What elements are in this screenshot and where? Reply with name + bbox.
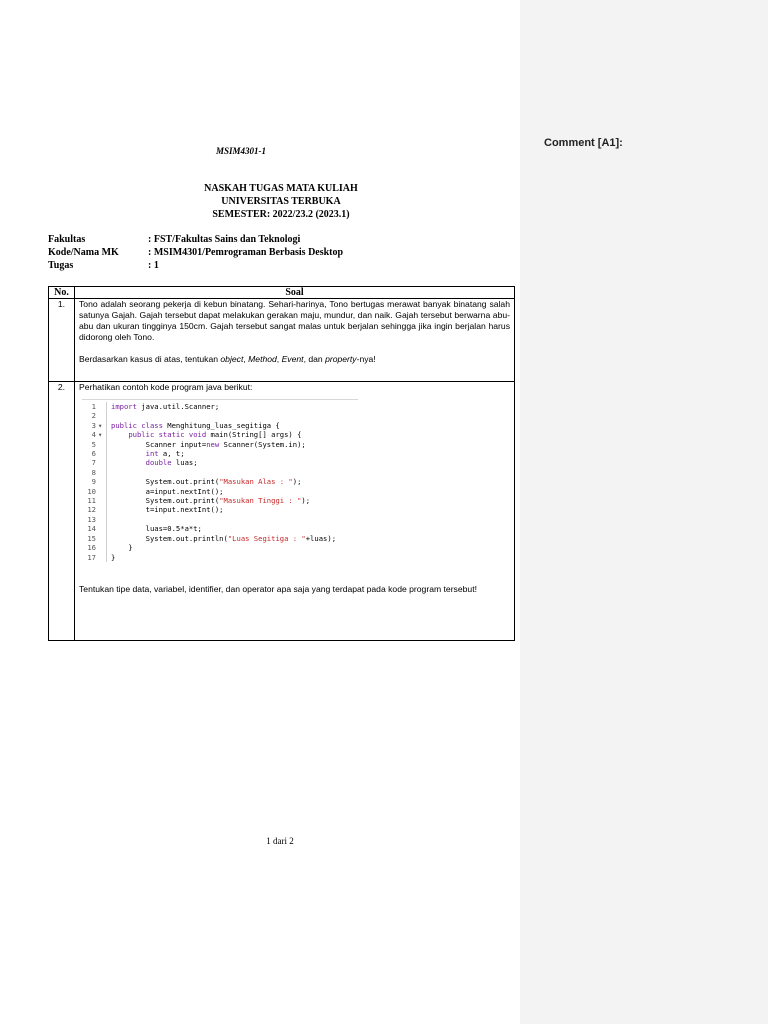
question-instruction <box>79 354 510 365</box>
line-number: 5 <box>91 439 96 449</box>
gutter-divider <box>106 496 108 505</box>
code-token: Scanner input= <box>111 439 207 449</box>
fold-arrow-icon <box>98 487 106 496</box>
code-token: java.util.Scanner; <box>136 402 220 411</box>
line-number: 8 <box>91 467 96 477</box>
comment-label: Comment [A1]: <box>544 137 623 149</box>
fold-arrow-icon <box>98 411 106 420</box>
gutter-divider <box>106 487 108 496</box>
code-text <box>111 553 115 562</box>
fold-arrow-icon <box>98 468 106 477</box>
code-token <box>111 449 146 458</box>
line-number: 15 <box>87 533 96 543</box>
gutter-divider <box>106 421 108 430</box>
code-line <box>82 402 358 411</box>
gutter-divider <box>106 553 108 562</box>
question-text <box>75 299 515 382</box>
code-line <box>82 411 358 420</box>
document-code: MSIM4301-1 <box>215 146 266 156</box>
code-line <box>82 449 358 458</box>
column-header-soal: Soal <box>75 287 515 299</box>
question-intro: Perhatikan contoh kode program java berikut: <box>79 382 253 392</box>
code-line <box>82 534 358 543</box>
fold-arrow-icon <box>98 553 106 562</box>
code-token: luas; <box>171 458 198 468</box>
gutter-divider <box>106 543 108 552</box>
code-token: main(String[] args) { <box>206 430 302 440</box>
gutter-divider <box>106 402 108 411</box>
code-text <box>111 468 115 477</box>
code-token: a=input.nextInt(); <box>111 486 224 496</box>
gutter-divider <box>106 515 108 524</box>
heading-line-1: NASKAH TUGAS MATA KULIAH <box>204 183 358 194</box>
code-text <box>111 411 115 420</box>
fold-arrow-icon <box>98 402 106 411</box>
fold-arrow-icon <box>98 458 106 467</box>
meta-label: Tugas <box>48 260 74 271</box>
code-token: } <box>111 543 133 553</box>
code-token: ); <box>301 496 311 506</box>
code-snippet <box>82 399 358 562</box>
code-text <box>111 543 133 552</box>
meta-row-fakultas <box>48 234 514 247</box>
fold-arrow-icon <box>98 534 106 543</box>
gutter-divider <box>106 458 108 467</box>
code-line <box>82 421 358 430</box>
table-row <box>49 382 515 641</box>
code-line <box>82 524 358 533</box>
code-token: System.out.print( <box>111 496 220 506</box>
text-run-italic: Event <box>281 354 304 364</box>
meta-value: : 1 <box>148 260 159 271</box>
text-run: , dan <box>303 354 326 364</box>
line-number: 4 <box>91 430 96 440</box>
code-line <box>82 440 358 449</box>
code-line <box>82 430 358 439</box>
question-number: 1. <box>49 299 75 382</box>
table-header-row <box>49 287 515 299</box>
fold-arrow-icon <box>98 477 106 486</box>
code-string: "Masukan Tinggi : " <box>219 496 302 506</box>
fold-arrow-icon: ▾ <box>98 420 103 430</box>
code-text <box>111 515 115 524</box>
code-text <box>111 505 224 514</box>
code-text <box>111 430 301 439</box>
text-run: Berdasarkan kasus di atas, tentukan <box>79 354 221 364</box>
fold-arrow-icon <box>98 543 106 552</box>
code-token: luas=0.5*a*t; <box>111 524 202 534</box>
line-number: 2 <box>91 411 96 421</box>
code-text <box>111 421 280 430</box>
page-number: 1 dari 2 <box>266 836 294 846</box>
code-token: +luas); <box>305 533 337 543</box>
code-text <box>111 402 219 411</box>
fold-arrow-icon <box>98 440 106 449</box>
text-run-italic: property <box>325 354 357 364</box>
code-keyword: public class <box>111 420 163 430</box>
gutter-divider <box>106 477 108 486</box>
fold-arrow-icon: ▾ <box>98 430 103 440</box>
code-line <box>82 496 358 505</box>
code-text <box>111 440 306 449</box>
code-token: Scanner(System.in); <box>219 439 306 449</box>
code-text <box>111 524 202 533</box>
line-number: 7 <box>91 458 96 468</box>
gutter-divider <box>106 534 108 543</box>
code-text <box>111 458 198 467</box>
code-token: } <box>111 552 116 562</box>
code-line <box>82 477 358 486</box>
fold-arrow-icon <box>98 449 106 458</box>
line-number: 6 <box>91 449 96 459</box>
code-line <box>82 487 358 496</box>
line-number: 17 <box>87 552 96 562</box>
fold-arrow-icon <box>98 505 106 514</box>
question-number: 2. <box>49 382 75 641</box>
gutter-divider <box>106 449 108 458</box>
code-string: "Masukan Alas : " <box>219 477 293 487</box>
column-header-no: No. <box>49 287 75 299</box>
question-text <box>75 382 515 641</box>
meta-row-tugas <box>48 260 514 273</box>
code-keyword: int <box>145 449 159 459</box>
line-number: 9 <box>91 477 96 487</box>
code-line <box>82 468 358 477</box>
gutter-divider <box>106 524 108 533</box>
text-run-italic: Method <box>248 354 277 364</box>
code-text <box>111 534 336 543</box>
line-number: 3 <box>91 420 96 430</box>
question-instruction: Tentukan tipe data, variabel, identifier, dan operator apa saja yang terdapat pada kode program tersebut! <box>79 583 477 594</box>
meta-label: Fakultas <box>48 234 86 245</box>
line-number: 16 <box>87 543 96 553</box>
code-line <box>82 505 358 514</box>
fold-arrow-icon <box>98 496 106 505</box>
line-number: 14 <box>87 524 96 534</box>
code-text <box>111 487 224 496</box>
code-line <box>82 458 358 467</box>
table-row <box>49 299 515 382</box>
code-keyword: double <box>145 458 172 468</box>
code-text <box>111 449 185 458</box>
code-keyword: import <box>111 402 137 411</box>
code-token: ); <box>292 477 302 487</box>
meta-value: : MSIM4301/Pemrograman Berbasis Desktop <box>148 247 344 258</box>
code-token: a, t; <box>158 449 185 459</box>
gutter-divider <box>106 411 108 420</box>
gutter-divider <box>106 440 108 449</box>
code-keyword: new <box>206 439 220 449</box>
code-line <box>82 553 358 562</box>
line-number: 11 <box>87 496 96 506</box>
line-number: 13 <box>87 514 96 524</box>
line-number: 1 <box>91 402 96 411</box>
code-token: Menghitung_luas_segitiga { <box>162 420 280 430</box>
question-paragraph: Tono adalah seorang pekerja di kebun binatang. Sehari-harinya, Tono bertugas merawat banyak binatang salah satunya Gajah. Gajah tersebut dapat melakukan gerakan maju, mundur, dan naik. Gajah tersebut berwarna abu-abu dan ukuran tingginya 150cm. Gajah tersebut sangat malas untuk berjalan sehingga jika ingin berjalan harus didorong oleh Tono. <box>79 299 510 342</box>
code-keyword: public static void <box>128 430 207 440</box>
code-token: System.out.print( <box>111 477 220 487</box>
gutter-divider <box>106 505 108 514</box>
heading-line-3: SEMESTER: 2022/23.2 (2023.1) <box>212 209 350 220</box>
code-line <box>82 515 358 524</box>
gutter-divider <box>106 430 108 439</box>
code-token <box>111 430 128 439</box>
meta-label: Kode/Nama MK <box>48 247 119 258</box>
code-token: System.out.println( <box>111 533 228 543</box>
text-run: , <box>276 354 282 364</box>
code-line <box>82 543 358 552</box>
meta-value: : FST/Fakultas Sains dan Teknologi <box>148 234 301 245</box>
line-number: 12 <box>87 505 96 515</box>
code-text <box>111 496 310 505</box>
meta-row-kode <box>48 247 514 260</box>
code-token <box>111 458 146 467</box>
text-run: -nya! <box>356 354 376 364</box>
questions-table <box>48 286 515 641</box>
comment-pane <box>520 0 768 1024</box>
code-string: "Luas Segitiga : " <box>227 533 306 543</box>
gutter-divider <box>106 468 108 477</box>
text-run-italic: object <box>220 354 244 364</box>
fold-arrow-icon <box>98 515 106 524</box>
code-token: t=input.nextInt(); <box>111 505 224 515</box>
heading-line-2: UNIVERSITAS TERBUKA <box>221 196 341 207</box>
fold-arrow-icon <box>98 524 106 533</box>
line-number: 10 <box>87 486 96 496</box>
text-run: , <box>243 354 249 364</box>
code-text <box>111 477 301 486</box>
